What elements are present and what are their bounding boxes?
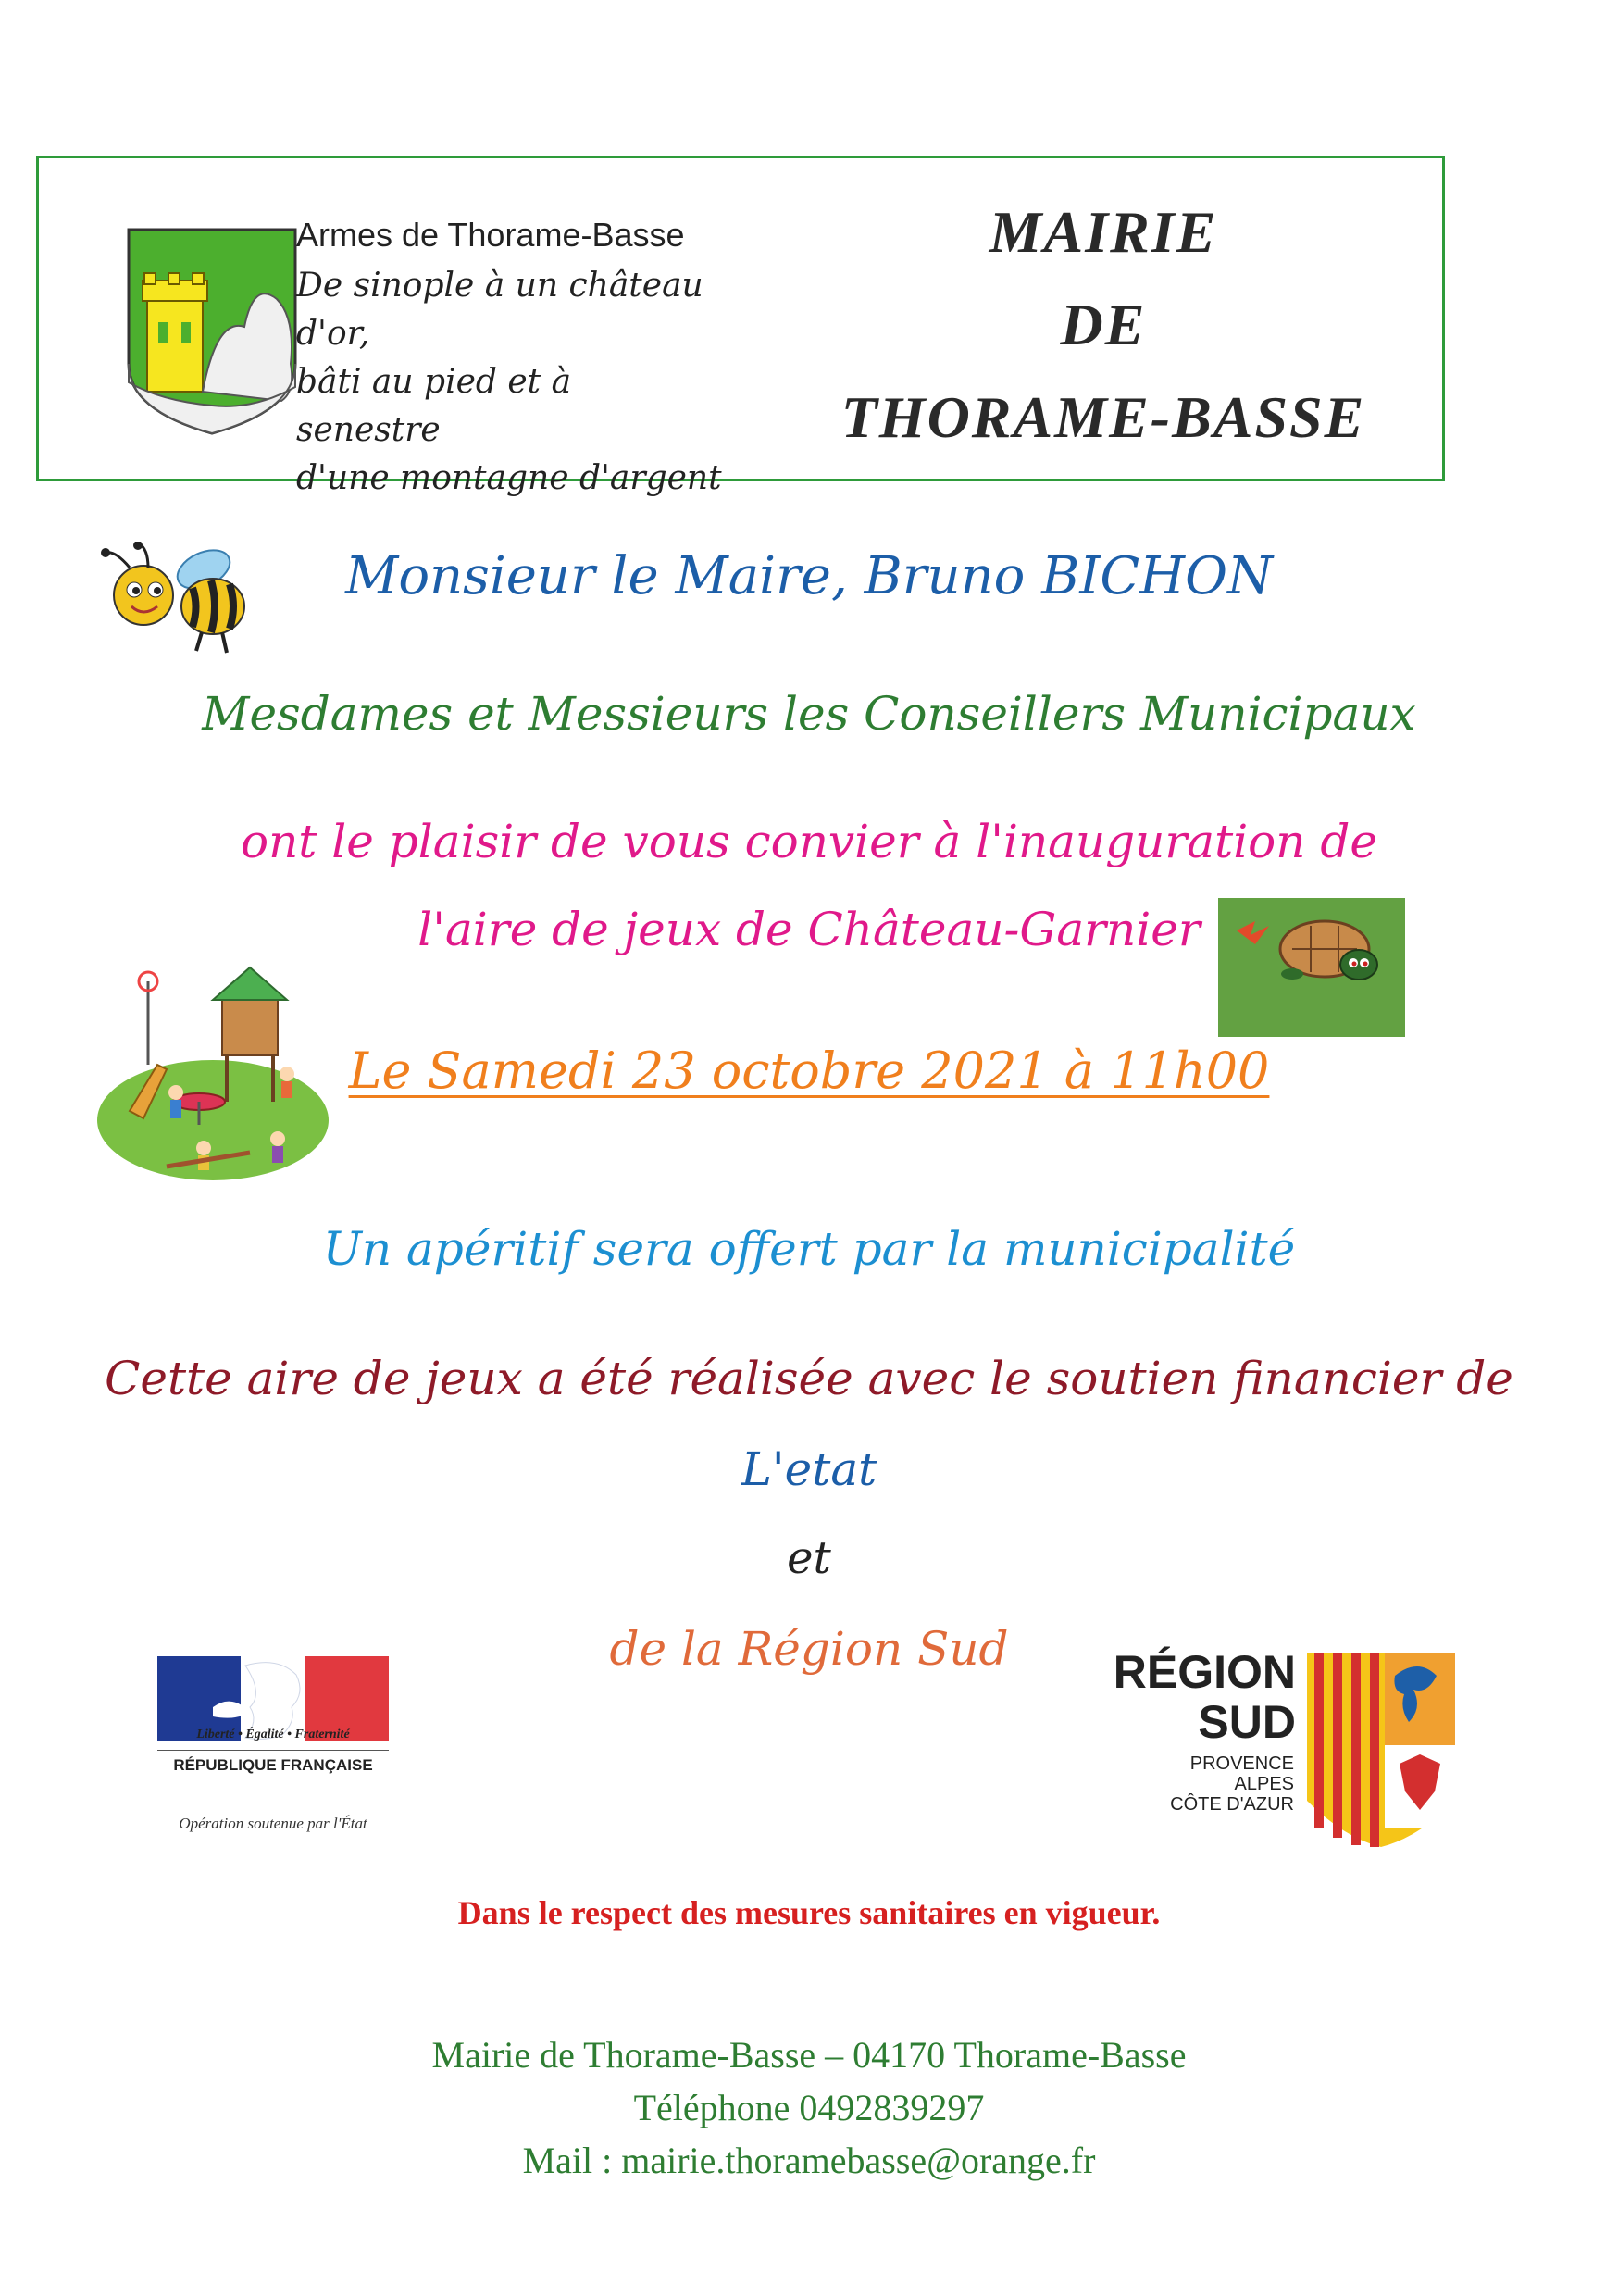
conseillers-line: Mesdames et Messieurs les Conseillers Municipaux [202,687,1416,741]
republique-name: RÉPUBLIQUE FRANÇAISE [157,1750,389,1775]
region-sud-title-1: RÉGION [1113,1646,1296,1698]
maire-line: Monsieur le Maire, Bruno BICHON [345,546,1273,606]
et-line: et [787,1532,831,1584]
coat-of-arms-icon [124,225,300,438]
aperitif-line: Un apéritif sera offert par la municipalité [322,1222,1296,1276]
soutien-line: Cette aire de jeux a été réalisée avec le soutien financier de [105,1352,1513,1405]
footer-address: Mairie de Thorame-Basse – 04170 Thorame-Basse [431,2034,1187,2076]
footer-mail[interactable]: Mail : mairie.thoramebasse@orange.fr [522,2140,1096,2181]
republique-motto: Liberté • Égalité • Fraternité [196,1728,350,1741]
mairie-title-line: DE [1060,292,1147,357]
event-date: Le Samedi 23 octobre 2021 à 11h00 [348,1042,1270,1100]
footer-phone: Téléphone 0492839297 [633,2087,985,2128]
mairie-title [779,186,1427,464]
arms-title: Armes de Thorame-Basse [296,216,685,254]
arms-description-line: d'une montagne d'argent [296,459,722,497]
mairie-title-line: MAIRIE [989,199,1218,265]
arms-description-line: De sinople à un château d'or, [296,267,703,353]
invitation-line-1: ont le plaisir de vous convier à l'inauguration de [241,815,1377,868]
region-sud-shield-icon [1307,1653,1455,1847]
mairie-title-line: THORAME-BASSE [840,384,1366,450]
region-sud-title-2: SUD [1198,1696,1296,1748]
region-sud-sub-2: ALPES [1234,1774,1294,1794]
sanitary-notice: Dans le respect des mesures sanitaires en vigueur. [457,1894,1161,1931]
region-sud-sub-3: CÔTE D'AZUR [1170,1794,1294,1815]
region-line: de la Région Sud [609,1622,1009,1676]
header-box [36,156,1445,497]
invitation-line-2: l'aire de jeux de Château-Garnier [417,903,1201,956]
etat-line: L'etat [741,1442,877,1496]
region-sud-sub-1: PROVENCE [1189,1753,1294,1774]
arms-description [296,262,722,503]
arms-description-line: bâti au pied et à senestre [296,363,572,449]
operation-note: Opération soutenue par l'État [179,1815,367,1832]
